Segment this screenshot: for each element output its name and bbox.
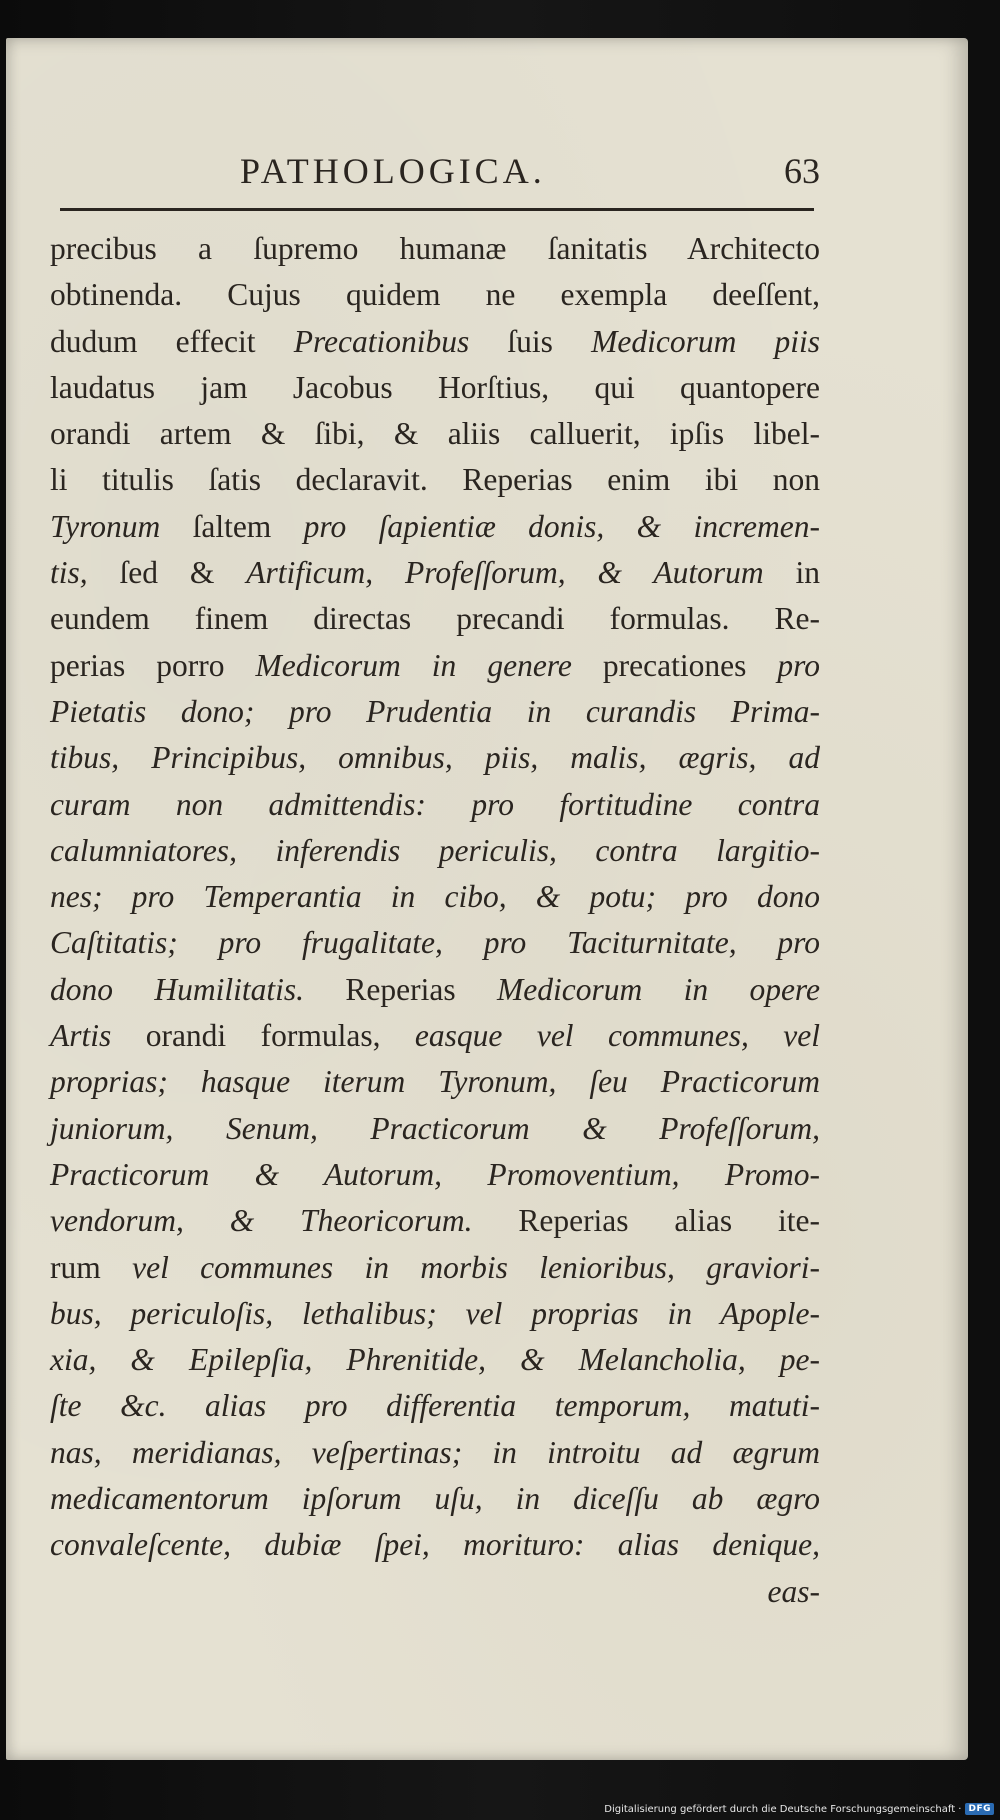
roman-segment: in [763,555,820,591]
text-line [50,596,820,642]
italic-segment: Artificum, Profeſſorum, & Autorum [246,555,764,591]
italic-segment: pro [777,647,820,683]
italic-segment: proprias; hasque iterum Tyronum, ſeu Practicorum [50,1064,820,1100]
text-line [50,782,820,828]
text-line [50,411,820,457]
catchword [50,1569,820,1615]
italic-segment: Pietatis dono; pro Prudentia in curandis Prima- [50,693,820,729]
italic-segment: Practicorum & Autorum, Promoventium, Promo- [50,1156,820,1192]
catchword-text: eas- [767,1573,820,1609]
body-text [50,226,820,1615]
text-line [50,1013,820,1059]
roman-segment: precationes [571,647,778,683]
header-rule [60,208,814,211]
roman-segment: orandi artem & ſibi, & aliis calluerit, ipſis libel- [50,416,820,452]
roman-segment: ſuis [469,323,592,359]
roman-segment: li titulis ſatis declaravit. Reperias enim ibi non [50,462,820,498]
text-line [50,1337,820,1383]
italic-segment: tibus, Principibus, omnibus, piis, malis, ægris, ad [50,740,820,776]
roman-segment: orandi formulas, [111,1018,415,1054]
roman-segment: dudum effecit [50,323,294,359]
italic-segment: nas, meridianas, veſpertinas; in introitu ad ægrum [50,1434,820,1470]
text-line [50,504,820,550]
text-line [50,319,820,365]
italic-segment: medicamentorum ipſorum uſu, in diceſſu ab ægro [50,1481,820,1517]
italic-segment: calumniatores, inferendis periculis, contra largitio- [50,832,820,868]
text-line [50,967,820,1013]
roman-segment: Reperias alias ite- [472,1203,820,1239]
digitization-credit [604,1800,994,1818]
text-line [50,1430,820,1476]
italic-segment: vendorum, & Theoricorum. [50,1203,473,1239]
text-line [50,828,820,874]
italic-segment: Precationibus [293,323,470,359]
text-line [50,1383,820,1429]
roman-segment: ſed & [87,555,247,591]
italic-segment: convaleſcente, dubiæ ſpei, morituro: alias denique, [50,1527,820,1563]
text-line [50,1059,820,1105]
italic-segment: pro ſapientiæ donis, & incremen- [303,508,820,544]
credit-text: Digitalisierung gefördert durch die Deutsche Forschungsgemeinschaft · [604,1803,962,1815]
text-line [50,1245,820,1291]
text-line [50,226,820,272]
italic-segment: Medicorum piis [591,323,820,359]
italic-segment: curam non admittendis: pro fortitudine contra [50,786,820,822]
text-line [50,1152,820,1198]
italic-segment: dono Humilitatis. [50,971,305,1007]
italic-segment: nes; pro Temperantia in cibo, & potu; pro dono [50,879,820,915]
text-line [50,643,820,689]
italic-segment: tis, [50,555,88,591]
roman-segment: ſaltem [160,508,304,544]
italic-segment: Artis [50,1018,112,1054]
italic-segment: bus, periculoſis, lethalibus; vel proprias in Apople- [50,1295,820,1331]
italic-segment: easque vel communes, vel [414,1018,820,1054]
page-number: 63 [784,151,820,191]
text-line [50,457,820,503]
italic-segment: juniorum, Senum, Practicorum & Profeſſorum, [50,1110,820,1146]
text-line [50,1522,820,1568]
italic-segment: xia, & Epilepſia, Phrenitide, & Melancholia, pe- [50,1342,820,1378]
roman-segment: Reperias [304,971,497,1007]
text-line [50,735,820,781]
italic-segment: ſte &c. alias pro differentia temporum, matuti- [50,1388,820,1424]
text-line [50,365,820,411]
text-line [50,920,820,966]
text-line [50,1476,820,1522]
italic-segment: Medicorum in opere [496,971,820,1007]
text-line [50,1106,820,1152]
italic-segment: Caſtitatis; pro frugalitate, pro Taciturnitate, pro [50,925,820,961]
roman-segment: obtinenda. Cujus quidem ne exempla deeſſent, [50,277,820,313]
text-line [50,272,820,318]
running-title: PATHOLOGICA. [240,151,546,191]
dfg-logo: DFG [965,1803,994,1815]
roman-segment: laudatus jam Jacobus Horſtius, qui quantopere [50,369,820,405]
roman-segment: rum [50,1249,133,1285]
text-line [50,874,820,920]
text-line [50,550,820,596]
roman-segment: perias porro [50,647,256,683]
text-line [50,1198,820,1244]
roman-segment: eundem finem directas precandi formulas. Re- [50,601,820,637]
text-line [50,689,820,735]
roman-segment: precibus a ſupremo humanæ ſanitatis Architecto [50,231,820,266]
page-header [240,150,820,206]
italic-segment: Medicorum in genere [255,647,572,683]
italic-segment: Tyronum [50,508,161,544]
text-line [50,1291,820,1337]
italic-segment: vel communes in morbis lenioribus, graviori- [132,1249,820,1285]
